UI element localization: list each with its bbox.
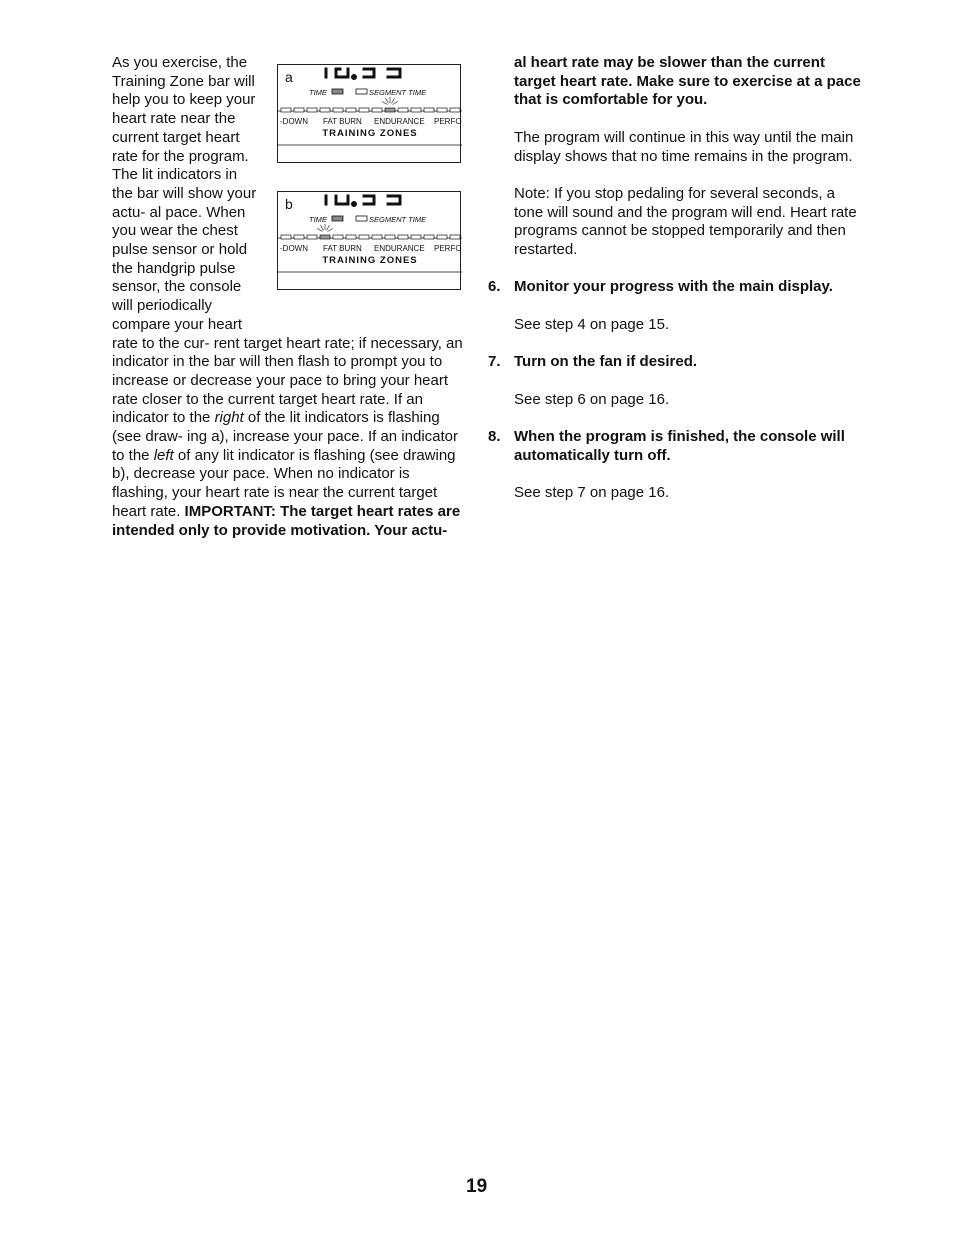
step-title: Turn on the fan if desired. (514, 353, 698, 371)
zone-endurance-label: ENDURANCE (374, 117, 425, 126)
zone-indicator (398, 108, 408, 112)
zone-indicator (372, 108, 382, 112)
flash-ray (327, 225, 330, 230)
zone-indicator (333, 235, 343, 239)
zone-indicator (424, 235, 434, 239)
zone-indicator (372, 235, 382, 239)
zone-indicator (346, 108, 356, 112)
zone-cooldown-label: -DOWN (280, 244, 308, 253)
training-zones-title: TRAINING ZONES (322, 255, 418, 266)
left-column (112, 54, 465, 540)
figure-a (277, 64, 461, 163)
important-note: IMPORTANT: The target heart rates are intended only to provide motivation. Your actu- (112, 502, 461, 539)
flash-ray (382, 102, 387, 105)
zone-indicator (385, 235, 395, 239)
step-6: 6. Monitor your progress with the main display. See step 4 on page 15. (488, 278, 868, 334)
step-8: 8. When the program is finished, the console will automatically turn off. See step 7 on page 16. (488, 428, 868, 503)
time-label: TIME (309, 88, 327, 97)
zone-cooldown-label: -DOWN (280, 117, 308, 126)
figure-letter: b (285, 196, 293, 212)
zone-indicator (294, 108, 304, 112)
zone-indicator (320, 108, 330, 112)
zone-indicator (359, 108, 369, 112)
digit-display (326, 69, 400, 79)
zone-performance-label: PERFO (434, 244, 462, 253)
step-title: When the program is finished, the console will automatically turn off. (514, 427, 845, 464)
zone-indicator (307, 235, 317, 239)
flashing-indicator (385, 108, 395, 112)
zone-indicator (346, 235, 356, 239)
zone-endurance-label: ENDURANCE (374, 244, 425, 253)
important-note-continued: al heart rate may be slower than the current target heart rate. Make sure to exercise at a pace that is comfortable for you. (514, 54, 861, 109)
zone-indicator (281, 235, 291, 239)
console-display-drawing (278, 65, 462, 164)
figure-b (277, 191, 461, 290)
zone-indicator (437, 235, 447, 239)
zone-indicator (281, 108, 291, 112)
step-body: See step 6 on page 16. (514, 390, 670, 408)
zone-performance-label: PERFO (434, 117, 462, 126)
flash-ray (386, 98, 389, 103)
digit-display (326, 196, 400, 206)
zone-indicator (307, 108, 317, 112)
zone-indicator (411, 235, 421, 239)
page-number: 19 (466, 1176, 488, 1197)
flash-ray (393, 102, 398, 105)
zone-indicator (450, 108, 460, 112)
flash-ray (392, 98, 395, 103)
flash-ray (321, 225, 324, 230)
zone-indicator (359, 235, 369, 239)
zone-indicator (424, 108, 434, 112)
program-continue-paragraph: The program will continue in this way until the main display shows that no time remains in the program. (514, 128, 854, 165)
zone-indicator (333, 108, 343, 112)
zone-indicator (450, 235, 460, 239)
step-body: See step 7 on page 16. (514, 484, 670, 502)
zone-fat-burn-label: FAT BURN (323, 117, 362, 126)
time-label: TIME (309, 215, 327, 224)
right-column (488, 54, 868, 503)
training-zone-paragraph: As you exercise, the Training Zone bar will help you to keep your heart rate near the current target heart rate for the program. The lit indicators in the bar will show your actu- al pace. When you wear the chest pulse sensor or hold the handgrip pulse sensor, the console will periodically compare your heart rate to the cur- rent target heart rate; if necessary, an indicator in the bar will then flash to prompt you to increase or decrease your pace to bring your heart rate closer to the current target heart rate. If an indicator to the right of the lit indicators is flashing (see draw- ing a), increase your pace. If an indicator to the left of any lit indicator is flashing (see drawing b), decrease your pace. When no indicator is flashing, your heart rate is near the current target heart rate. IMPORTANT: The target heart rates are intended only to provide motivation. Your actu- (112, 54, 463, 539)
flash-ray (317, 229, 322, 232)
flash-ray (328, 229, 333, 232)
figure-group (277, 54, 465, 318)
zone-indicator (411, 108, 421, 112)
flashing-indicator (320, 235, 330, 239)
stop-pedaling-note: Note: If you stop pedaling for several seconds, a tone will sound and the program will end. Heart rate programs cannot be stopped temporarily and then restarted. (514, 184, 857, 258)
zone-indicator (294, 235, 304, 239)
console-display-drawing (278, 192, 462, 291)
training-zone-indicators (281, 97, 460, 112)
zone-fat-burn-label: FAT BURN (323, 244, 362, 253)
step-body: See step 4 on page 15. (514, 315, 670, 333)
figure-letter: a (285, 69, 293, 85)
step-title: Monitor your progress with the main display. (514, 278, 833, 296)
zone-indicator (398, 235, 408, 239)
zone-indicator (437, 108, 447, 112)
training-zone-indicators (281, 224, 460, 239)
segment-time-label: SEGMENT TIME (369, 88, 427, 97)
training-zones-title: TRAINING ZONES (322, 128, 418, 139)
segment-time-label: SEGMENT TIME (369, 215, 427, 224)
step-7: 7. Turn on the fan if desired. See step 6 on page 16. (488, 353, 868, 409)
